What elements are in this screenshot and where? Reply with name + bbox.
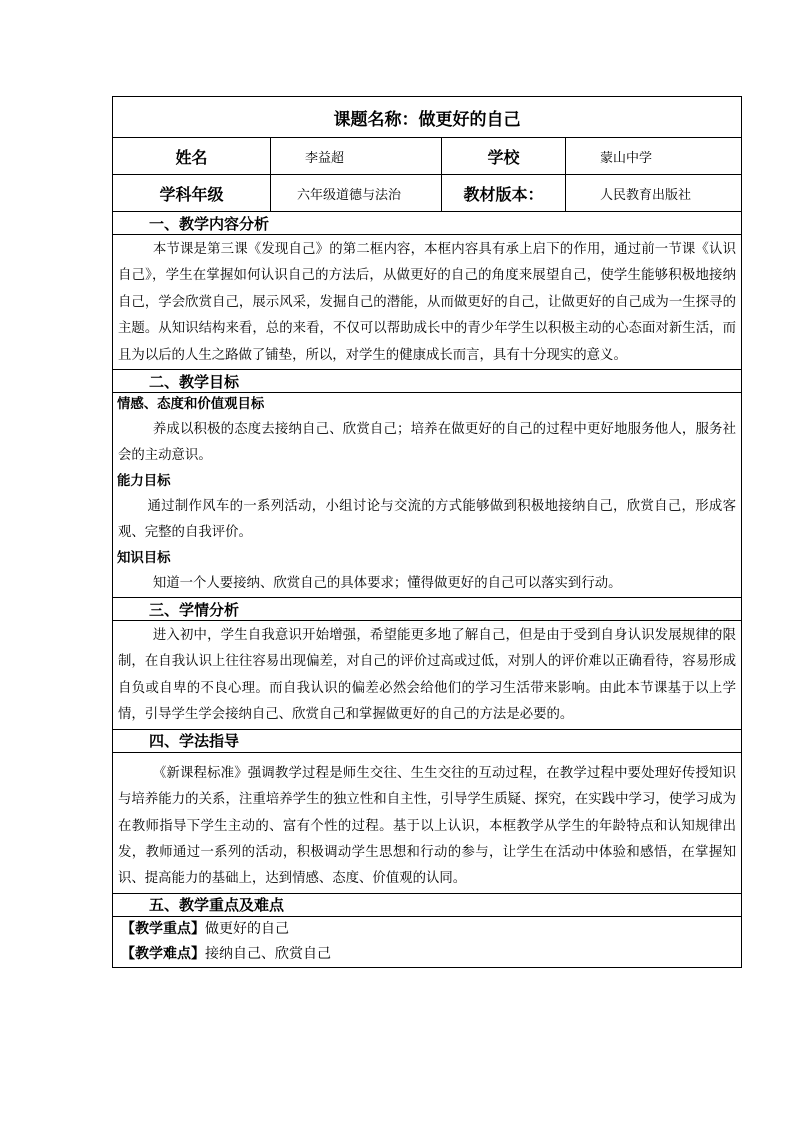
- difficulty-text: 接纳自己、欣赏自己: [205, 945, 331, 962]
- knowledge-objective-label: 知识目标: [117, 550, 171, 566]
- ability-objective-label: 能力目标: [117, 473, 171, 489]
- name-value: 李益超: [271, 138, 442, 175]
- emotion-objective-label: 情感、态度和价值观目标: [117, 397, 265, 413]
- lesson-plan-table: [112, 96, 742, 968]
- section-heading-learner-analysis: 三、学情分析: [113, 598, 742, 621]
- knowledge-objective-text: 知道一个人要接纳、欣赏自己的具体要求；懂得做更好的自己可以落实到行动。: [152, 575, 622, 591]
- ability-objective-text: 通过制作风车的一系列活动，小组讨论与交流的方式能够做到积极地接纳自己，欣赏自己，形成客观、完整的自我评价。: [118, 498, 736, 541]
- objectives-body: [113, 393, 742, 598]
- subject-label: 学科年级: [113, 175, 271, 212]
- lesson-title: 课题名称：做更好的自己: [113, 97, 742, 138]
- emotion-objective-text: 养成以积极的态度去接纳自己、欣赏自己；培养在做更好的自己的过程中更好地服务他人，服务社会的主动意识。: [118, 422, 736, 464]
- focus-text: 做更好的自己: [205, 920, 289, 937]
- edition-label: 教材版本：: [442, 175, 566, 212]
- school-label: 学校: [442, 138, 566, 175]
- focus-line: [121, 917, 741, 942]
- name-label: 姓名: [113, 138, 271, 175]
- edition-value: 人民教育出版社: [566, 175, 742, 212]
- difficulty-label: 【教学难点】: [121, 945, 205, 962]
- section-heading-method: 四、学法指导: [113, 729, 742, 752]
- subject-value: 六年级道德与法治: [271, 175, 442, 212]
- lesson-plan-document: [112, 96, 741, 968]
- section-heading-key-points: 五、教学重点及难点: [113, 893, 742, 916]
- focus-label: 【教学重点】: [121, 920, 205, 937]
- section-heading-content-analysis: 一、教学内容分析: [113, 212, 742, 235]
- learner-analysis-text: 进入初中，学生自我意识开始增强，希望能更多地了解自己，但是由于受到自身认识发展规律的限制，在自我认识上往往容易出现偏差，对自己的评价过高或过低，对别人的评价难以正确看待，容易形成自负或自卑的不良心理。而自我认识的偏差必然会给他们的学习生活带来影响。由此本节课基于以上学情，引导学生学会接纳自己、欣赏自己和掌握做更好的自己的方法是必要的。: [113, 621, 742, 730]
- method-text: 《新课程标准》强调教学过程是师生交往、生生交往的互动过程，在教学过程中要处理好传授知识与培养能力的关系，注重培养学生的独立性和自主性，引导学生质疑、探究，在实践中学习，使学习成为在教师指导下学生主动的、富有个性的过程。基于以上认识，本框教学从学生的年龄特点和认知规律出发，教师通过一系列的活动，积极调动学生思想和行动的参与，让学生在活动中体验和感悟，在掌握知识、提高能力的基础上，达到情感、态度、价值观的认同。: [113, 752, 742, 893]
- content-analysis-text: 本节课是第三课《发现自己》的第二框内容，本框内容具有承上启下的作用，通过前一节课《认识自己》，学生在掌握如何认识自己的方法后，从做更好的自己的角度来展望自己，使学生能够积极地接纳自己，学会欣赏自己，展示风采，发掘自己的潜能，从而做更好的自己，让做更好的自己成为一生探寻的主题。从知识结构来看，总的来看，不仅可以帮助成长中的青少年学生以积极主动的心态面对新生活，而且为以后的人生之路做了铺垫，所以，对学生的健康成长而言，具有十分现实的意义。: [113, 235, 742, 370]
- key-points-body: [113, 916, 742, 967]
- school-value: 蒙山中学: [566, 138, 742, 175]
- difficulty-line: [121, 942, 741, 967]
- section-heading-objectives: 二、教学目标: [113, 370, 742, 393]
